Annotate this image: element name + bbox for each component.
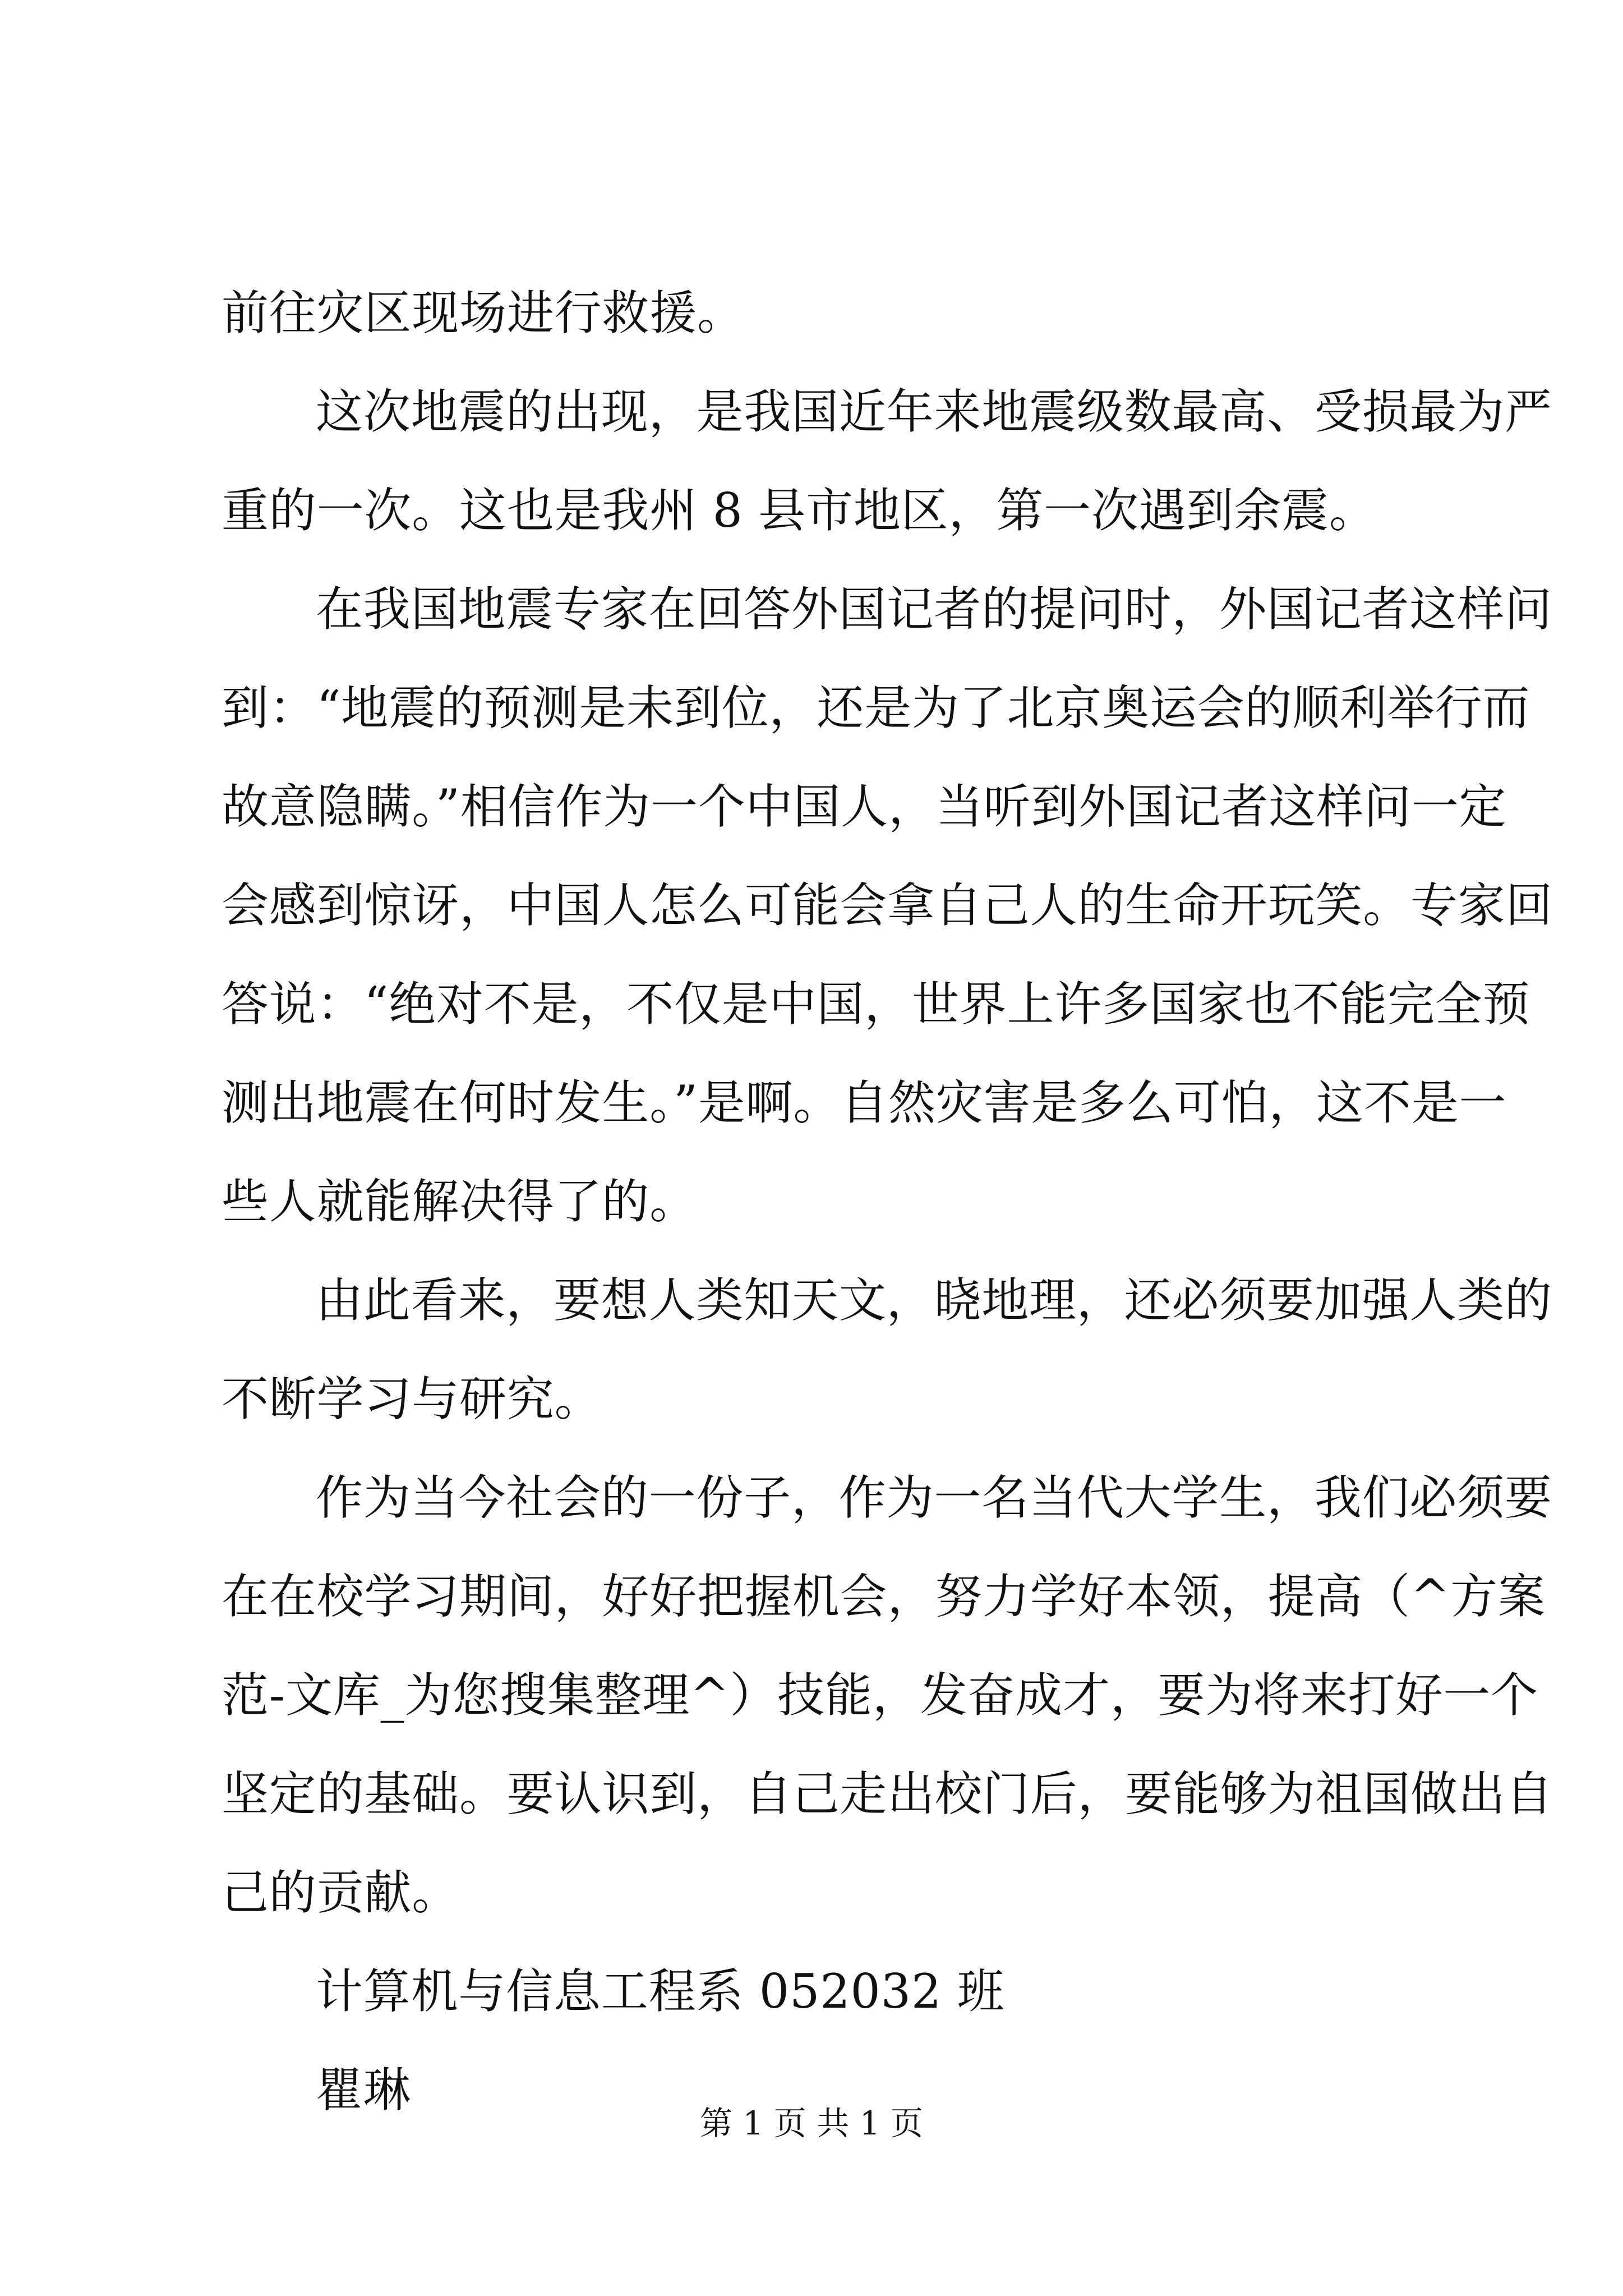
- signature-name: 瞿琳: [316, 2063, 411, 2118]
- body-line: 前往灾区现场进行救援。: [222, 286, 745, 341]
- paragraph-first-line: 这次地震的出现，是我国近年来地震级数最高、受损最为严: [316, 384, 1552, 439]
- page-footer: [0, 2101, 1623, 2146]
- body-line: 些人就能解决得了的。: [222, 1174, 698, 1229]
- body-line: 己的贡献。: [222, 1865, 460, 1920]
- body-line: 不断学习与研究。: [222, 1372, 602, 1427]
- body-line: 故意隐瞒。”相信作为一个中国人，当听到外国记者这样问一定: [222, 779, 1507, 834]
- paragraph-first-line: 作为当今社会的一份子，作为一名当代大学生，我们必须要: [316, 1470, 1552, 1525]
- body-line: 在在校学习期间，好好把握机会，努力学好本领，提高（^方案: [222, 1569, 1546, 1624]
- document-body: [222, 264, 1553, 2139]
- body-line: 重的一次。这也是我州 8 县市地区，第一次遇到余震。: [222, 483, 1377, 538]
- paragraph-first-line: 在我国地震专家在回答外国记者的提问时，外国记者这样问: [316, 582, 1552, 637]
- paragraph-first-line: 由此看来，要想人类知天文，晓地理，还必须要加强人类的: [316, 1273, 1552, 1328]
- body-line: 会感到惊讶，中国人怎么可能会拿自己人的生命开玩笑。专家回: [222, 878, 1553, 933]
- page-number-label: 第 1 页 共 1 页: [700, 2104, 923, 2142]
- body-line: 范-文库_为您搜集整理^）技能，发奋成才，要为将来打好一个: [222, 1668, 1538, 1723]
- body-line: 测出地震在何时发生。”是啊。自然灾害是多么可怕，这不是一: [222, 1075, 1507, 1130]
- body-line: 到：“地震的预测是未到位，还是为了北京奥运会的顺利举行而: [222, 680, 1530, 735]
- body-line: 坚定的基础。要认识到，自己走出校门后，要能够为祖国做出自: [222, 1766, 1553, 1821]
- body-line: 答说：“绝对不是，不仅是中国，世界上许多国家也不能完全预: [222, 977, 1530, 1032]
- signature-department: 计算机与信息工程系 052032 班: [316, 1964, 1005, 2019]
